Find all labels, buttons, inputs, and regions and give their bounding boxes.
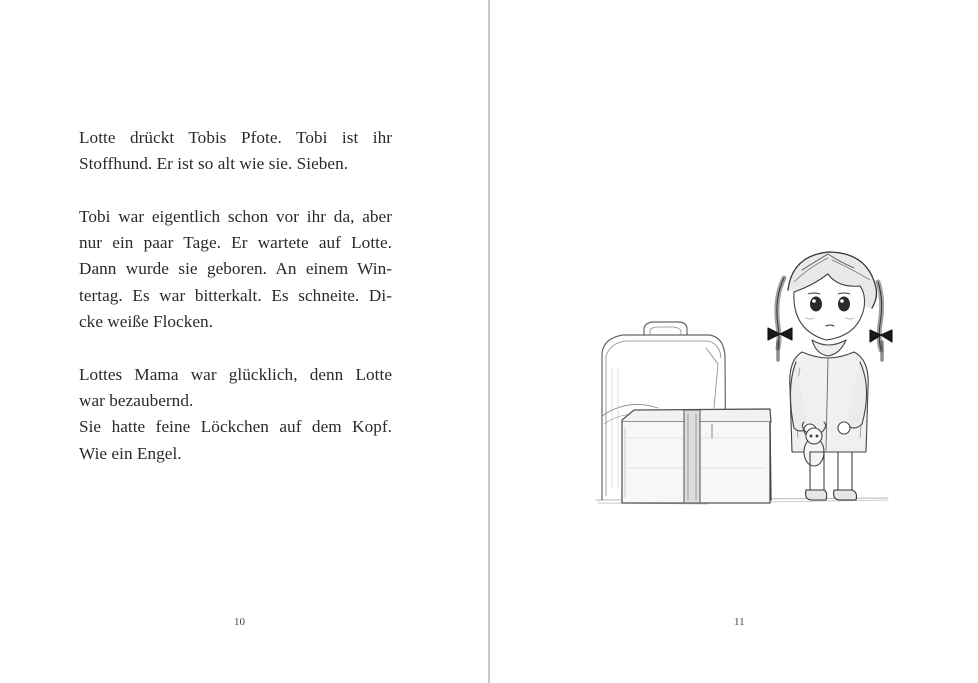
right-page [490, 0, 978, 683]
paragraph [79, 125, 392, 178]
paragraph [79, 204, 392, 335]
page-number-right: 11 [734, 616, 745, 628]
text-line: Sie hatte feine Löckchen auf dem Kopf. [79, 417, 392, 437]
text-line: Tobi war eigentlich schon vor ihr da, aber [79, 206, 392, 226]
text-line: Stoffhund. Er ist so alt wie sie. Sieben. [79, 154, 349, 174]
girl-with-suitcases-illustration [588, 238, 900, 528]
text-line: nur ein paar Tage. Er wartete auf Lotte. [79, 233, 392, 253]
text-line: Lottes Mama war glücklich, denn Lotte [79, 364, 392, 384]
text-line: Wie ein Engel. [79, 443, 182, 463]
text-line: war bezaubernd. [79, 390, 194, 410]
paragraph [79, 362, 392, 467]
text-line: cke weiße Flocken. [79, 312, 214, 332]
text-line: tertag. Es war bitterkalt. Es schneite. Di- [79, 285, 392, 305]
text-line: Dann wurde sie geboren. An einem Win- [79, 259, 392, 279]
front-trunk [622, 409, 771, 503]
page-number-left: 10 [234, 616, 245, 628]
body-text [79, 125, 392, 467]
text-line: Lotte drückt Tobis Pfote. Tobi ist ihr [79, 128, 392, 147]
girl-figure [768, 252, 892, 500]
